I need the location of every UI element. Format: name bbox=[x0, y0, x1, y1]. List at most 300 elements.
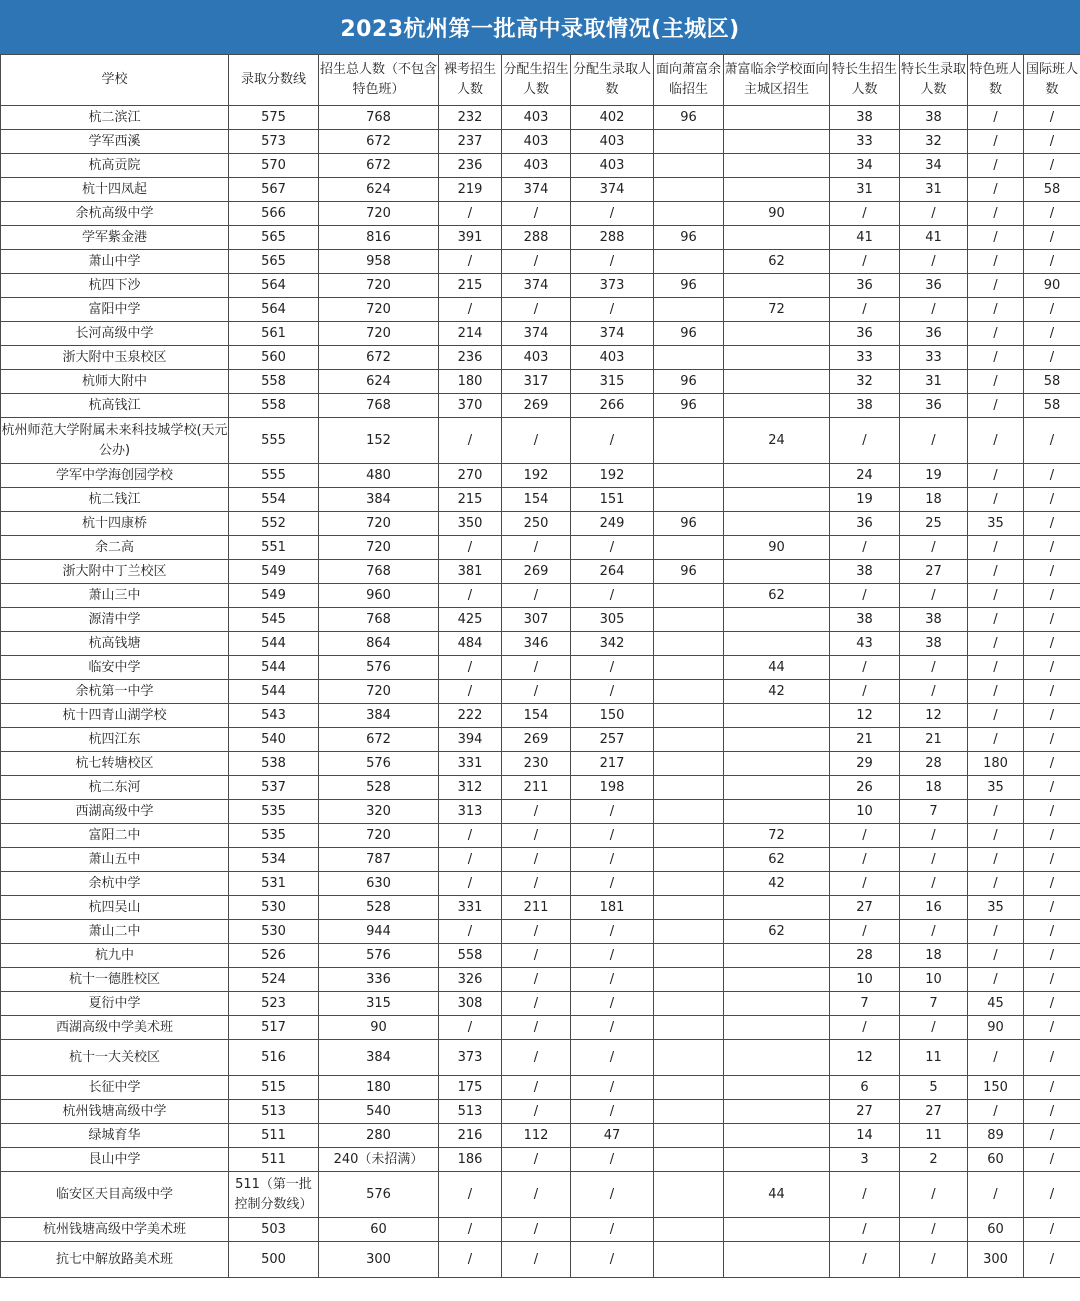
cell-quota-plan: 346 bbox=[502, 632, 571, 656]
cell-from-xiaofu: 44 bbox=[724, 656, 830, 680]
cell-special-class: / bbox=[968, 346, 1024, 370]
cell-school: 杭十一德胜校区 bbox=[1, 968, 229, 992]
cell-quota-plan: / bbox=[502, 1100, 571, 1124]
cell-talent-admitted: 2 bbox=[900, 1148, 968, 1172]
cell-talent-plan: / bbox=[830, 920, 900, 944]
cell-special-class: / bbox=[968, 848, 1024, 872]
cell-open-exam: 331 bbox=[439, 752, 502, 776]
cell-total: 864 bbox=[319, 632, 439, 656]
cell-quota-plan: 403 bbox=[502, 130, 571, 154]
cell-special-class: / bbox=[968, 250, 1024, 274]
cell-to-xiaofu bbox=[654, 298, 724, 322]
cell-from-xiaofu bbox=[724, 488, 830, 512]
cell-score: 565 bbox=[229, 226, 319, 250]
cell-total: 816 bbox=[319, 226, 439, 250]
cell-talent-admitted: / bbox=[900, 584, 968, 608]
cell-from-xiaofu: 72 bbox=[724, 824, 830, 848]
cell-school: 杭二东河 bbox=[1, 776, 229, 800]
cell-to-xiaofu: 96 bbox=[654, 322, 724, 346]
cell-quota-plan: 374 bbox=[502, 274, 571, 298]
cell-from-xiaofu bbox=[724, 728, 830, 752]
cell-talent-plan: 12 bbox=[830, 704, 900, 728]
cell-international: / bbox=[1024, 298, 1080, 322]
cell-international: / bbox=[1024, 1172, 1080, 1218]
cell-total: 720 bbox=[319, 512, 439, 536]
cell-school: 西湖高级中学 bbox=[1, 800, 229, 824]
cell-quota-plan: / bbox=[502, 872, 571, 896]
cell-international: / bbox=[1024, 1100, 1080, 1124]
admission-table bbox=[0, 54, 1080, 1278]
cell-total: 60 bbox=[319, 1218, 439, 1242]
header-open-exam: 裸考招生人数 bbox=[439, 55, 502, 106]
cell-special-class: 180 bbox=[968, 752, 1024, 776]
cell-school: 余杭中学 bbox=[1, 872, 229, 896]
cell-from-xiaofu bbox=[724, 464, 830, 488]
cell-open-exam: 350 bbox=[439, 512, 502, 536]
cell-open-exam: / bbox=[439, 418, 502, 464]
header-score: 录取分数线 bbox=[229, 55, 319, 106]
cell-quota-admitted: / bbox=[571, 920, 654, 944]
cell-talent-plan: / bbox=[830, 1242, 900, 1278]
table-row bbox=[1, 776, 1080, 800]
cell-talent-plan: / bbox=[830, 1218, 900, 1242]
cell-talent-admitted: 11 bbox=[900, 1040, 968, 1076]
cell-school: 浙大附中玉泉校区 bbox=[1, 346, 229, 370]
cell-to-xiaofu bbox=[654, 464, 724, 488]
cell-total: 384 bbox=[319, 704, 439, 728]
cell-talent-plan: / bbox=[830, 250, 900, 274]
cell-talent-plan: 26 bbox=[830, 776, 900, 800]
cell-quota-plan: 269 bbox=[502, 560, 571, 584]
cell-total: 320 bbox=[319, 800, 439, 824]
cell-school: 余杭第一中学 bbox=[1, 680, 229, 704]
cell-international: / bbox=[1024, 226, 1080, 250]
cell-to-xiaofu bbox=[654, 968, 724, 992]
cell-total: 180 bbox=[319, 1076, 439, 1100]
cell-open-exam: / bbox=[439, 202, 502, 226]
cell-open-exam: 215 bbox=[439, 488, 502, 512]
cell-talent-plan: 27 bbox=[830, 896, 900, 920]
cell-from-xiaofu bbox=[724, 322, 830, 346]
cell-international: / bbox=[1024, 346, 1080, 370]
cell-talent-plan: 21 bbox=[830, 728, 900, 752]
cell-score: 544 bbox=[229, 656, 319, 680]
table-row bbox=[1, 1076, 1080, 1100]
cell-talent-plan: 33 bbox=[830, 346, 900, 370]
cell-total: 672 bbox=[319, 154, 439, 178]
cell-international: / bbox=[1024, 728, 1080, 752]
cell-international: / bbox=[1024, 800, 1080, 824]
cell-special-class: / bbox=[968, 632, 1024, 656]
cell-international: / bbox=[1024, 944, 1080, 968]
cell-international: / bbox=[1024, 464, 1080, 488]
cell-special-class: 150 bbox=[968, 1076, 1024, 1100]
cell-from-xiaofu bbox=[724, 1100, 830, 1124]
cell-quota-plan: / bbox=[502, 1242, 571, 1278]
cell-talent-plan: / bbox=[830, 202, 900, 226]
cell-school: 临安中学 bbox=[1, 656, 229, 680]
table-row bbox=[1, 704, 1080, 728]
cell-total: 280 bbox=[319, 1124, 439, 1148]
cell-special-class: / bbox=[968, 584, 1024, 608]
cell-school: 杭高钱江 bbox=[1, 394, 229, 418]
cell-special-class: 45 bbox=[968, 992, 1024, 1016]
cell-quota-admitted: 403 bbox=[571, 154, 654, 178]
cell-talent-admitted: / bbox=[900, 1242, 968, 1278]
cell-from-xiaofu bbox=[724, 1242, 830, 1278]
cell-open-exam: / bbox=[439, 872, 502, 896]
cell-score: 558 bbox=[229, 394, 319, 418]
cell-quota-plan: / bbox=[502, 824, 571, 848]
cell-total: 720 bbox=[319, 536, 439, 560]
cell-international: / bbox=[1024, 1016, 1080, 1040]
cell-special-class: / bbox=[968, 824, 1024, 848]
table-row bbox=[1, 154, 1080, 178]
header-to-xiaofu: 面向萧富余临招生 bbox=[654, 55, 724, 106]
cell-to-xiaofu bbox=[654, 824, 724, 848]
cell-quota-plan: / bbox=[502, 536, 571, 560]
cell-quota-plan: 211 bbox=[502, 896, 571, 920]
cell-quota-admitted: / bbox=[571, 848, 654, 872]
cell-special-class: 90 bbox=[968, 1016, 1024, 1040]
cell-to-xiaofu bbox=[654, 752, 724, 776]
cell-score: 570 bbox=[229, 154, 319, 178]
cell-special-class: / bbox=[968, 968, 1024, 992]
cell-from-xiaofu bbox=[724, 776, 830, 800]
cell-score: 524 bbox=[229, 968, 319, 992]
cell-special-class: / bbox=[968, 370, 1024, 394]
cell-from-xiaofu: 62 bbox=[724, 250, 830, 274]
cell-talent-plan: 10 bbox=[830, 968, 900, 992]
cell-international: / bbox=[1024, 848, 1080, 872]
cell-open-exam: / bbox=[439, 1016, 502, 1040]
cell-total: 960 bbox=[319, 584, 439, 608]
cell-score: 565 bbox=[229, 250, 319, 274]
cell-open-exam: 175 bbox=[439, 1076, 502, 1100]
cell-to-xiaofu bbox=[654, 896, 724, 920]
cell-to-xiaofu bbox=[654, 1148, 724, 1172]
cell-quota-admitted: / bbox=[571, 1016, 654, 1040]
cell-talent-plan: 36 bbox=[830, 274, 900, 298]
cell-open-exam: / bbox=[439, 1242, 502, 1278]
cell-total: 540 bbox=[319, 1100, 439, 1124]
cell-international: / bbox=[1024, 488, 1080, 512]
table-row bbox=[1, 824, 1080, 848]
cell-quota-plan: / bbox=[502, 418, 571, 464]
cell-quota-admitted: 315 bbox=[571, 370, 654, 394]
table-row bbox=[1, 584, 1080, 608]
cell-open-exam: 215 bbox=[439, 274, 502, 298]
cell-from-xiaofu bbox=[724, 608, 830, 632]
cell-score: 538 bbox=[229, 752, 319, 776]
cell-quota-plan: / bbox=[502, 800, 571, 824]
cell-from-xiaofu bbox=[724, 512, 830, 536]
cell-school: 杭州师范大学附属未来科技城学校(天元公办) bbox=[1, 418, 229, 464]
cell-from-xiaofu bbox=[724, 992, 830, 1016]
cell-from-xiaofu: 62 bbox=[724, 584, 830, 608]
header-row bbox=[1, 55, 1080, 106]
cell-from-xiaofu: 44 bbox=[724, 1172, 830, 1218]
cell-from-xiaofu bbox=[724, 944, 830, 968]
cell-talent-admitted: 16 bbox=[900, 896, 968, 920]
cell-school: 长征中学 bbox=[1, 1076, 229, 1100]
cell-talent-admitted: / bbox=[900, 536, 968, 560]
cell-open-exam: / bbox=[439, 1172, 502, 1218]
table-row bbox=[1, 656, 1080, 680]
cell-from-xiaofu: 62 bbox=[724, 848, 830, 872]
cell-talent-admitted: 32 bbox=[900, 130, 968, 154]
cell-to-xiaofu: 96 bbox=[654, 370, 724, 394]
cell-international: 58 bbox=[1024, 394, 1080, 418]
cell-open-exam: 237 bbox=[439, 130, 502, 154]
cell-special-class: / bbox=[968, 728, 1024, 752]
cell-total: 720 bbox=[319, 824, 439, 848]
cell-from-xiaofu: 42 bbox=[724, 680, 830, 704]
cell-international: / bbox=[1024, 896, 1080, 920]
cell-talent-admitted: 19 bbox=[900, 464, 968, 488]
cell-international: / bbox=[1024, 154, 1080, 178]
cell-open-exam: 313 bbox=[439, 800, 502, 824]
cell-quota-admitted: / bbox=[571, 944, 654, 968]
cell-quota-admitted: 47 bbox=[571, 1124, 654, 1148]
cell-school: 源清中学 bbox=[1, 608, 229, 632]
cell-quota-plan: / bbox=[502, 298, 571, 322]
cell-quota-plan: / bbox=[502, 1148, 571, 1172]
cell-score: 515 bbox=[229, 1076, 319, 1100]
cell-school: 杭州钱塘高级中学美术班 bbox=[1, 1218, 229, 1242]
header-special-class: 特色班人数 bbox=[968, 55, 1024, 106]
cell-to-xiaofu bbox=[654, 920, 724, 944]
table-row bbox=[1, 1148, 1080, 1172]
cell-quota-plan: / bbox=[502, 1218, 571, 1242]
cell-international: 58 bbox=[1024, 178, 1080, 202]
cell-international: / bbox=[1024, 584, 1080, 608]
cell-to-xiaofu bbox=[654, 800, 724, 824]
cell-school: 临安区天目高级中学 bbox=[1, 1172, 229, 1218]
cell-to-xiaofu bbox=[654, 346, 724, 370]
cell-open-exam: 331 bbox=[439, 896, 502, 920]
cell-open-exam: 373 bbox=[439, 1040, 502, 1076]
cell-quota-admitted: / bbox=[571, 1148, 654, 1172]
cell-from-xiaofu: 90 bbox=[724, 202, 830, 226]
cell-talent-plan: / bbox=[830, 298, 900, 322]
cell-to-xiaofu bbox=[654, 992, 724, 1016]
cell-talent-admitted: 36 bbox=[900, 322, 968, 346]
cell-talent-plan: 14 bbox=[830, 1124, 900, 1148]
cell-to-xiaofu: 96 bbox=[654, 560, 724, 584]
table-row bbox=[1, 1100, 1080, 1124]
cell-total: 90 bbox=[319, 1016, 439, 1040]
cell-score: 503 bbox=[229, 1218, 319, 1242]
cell-international: / bbox=[1024, 968, 1080, 992]
cell-special-class: / bbox=[968, 1100, 1024, 1124]
cell-score: 564 bbox=[229, 298, 319, 322]
cell-from-xiaofu bbox=[724, 394, 830, 418]
cell-talent-admitted: 41 bbox=[900, 226, 968, 250]
table-row bbox=[1, 464, 1080, 488]
cell-special-class: 60 bbox=[968, 1218, 1024, 1242]
cell-to-xiaofu bbox=[654, 1100, 724, 1124]
cell-talent-admitted: / bbox=[900, 1218, 968, 1242]
cell-international: / bbox=[1024, 322, 1080, 346]
cell-score: 531 bbox=[229, 872, 319, 896]
cell-quota-admitted: 373 bbox=[571, 274, 654, 298]
cell-to-xiaofu bbox=[654, 680, 724, 704]
table-row bbox=[1, 106, 1080, 130]
cell-quota-admitted: / bbox=[571, 202, 654, 226]
cell-quota-plan: 317 bbox=[502, 370, 571, 394]
cell-score: 500 bbox=[229, 1242, 319, 1278]
cell-special-class: / bbox=[968, 680, 1024, 704]
cell-talent-admitted: 25 bbox=[900, 512, 968, 536]
cell-quota-admitted: 192 bbox=[571, 464, 654, 488]
cell-quota-admitted: 150 bbox=[571, 704, 654, 728]
header-school: 学校 bbox=[1, 55, 229, 106]
cell-talent-plan: 10 bbox=[830, 800, 900, 824]
cell-talent-plan: / bbox=[830, 848, 900, 872]
cell-from-xiaofu bbox=[724, 752, 830, 776]
cell-score: 535 bbox=[229, 800, 319, 824]
cell-quota-admitted: / bbox=[571, 250, 654, 274]
cell-from-xiaofu bbox=[724, 1218, 830, 1242]
cell-total: 672 bbox=[319, 346, 439, 370]
cell-score: 575 bbox=[229, 106, 319, 130]
cell-special-class: 35 bbox=[968, 896, 1024, 920]
cell-total: 240（未招满） bbox=[319, 1148, 439, 1172]
cell-talent-admitted: / bbox=[900, 298, 968, 322]
cell-international: / bbox=[1024, 776, 1080, 800]
cell-from-xiaofu bbox=[724, 1148, 830, 1172]
cell-from-xiaofu bbox=[724, 106, 830, 130]
cell-to-xiaofu bbox=[654, 632, 724, 656]
cell-quota-plan: 374 bbox=[502, 178, 571, 202]
cell-international: / bbox=[1024, 824, 1080, 848]
cell-quota-plan: 269 bbox=[502, 728, 571, 752]
cell-to-xiaofu bbox=[654, 1172, 724, 1218]
cell-score: 551 bbox=[229, 536, 319, 560]
cell-to-xiaofu bbox=[654, 872, 724, 896]
cell-quota-admitted: 403 bbox=[571, 130, 654, 154]
cell-talent-plan: / bbox=[830, 824, 900, 848]
cell-talent-admitted: 33 bbox=[900, 346, 968, 370]
cell-talent-admitted: 11 bbox=[900, 1124, 968, 1148]
cell-quota-admitted: 257 bbox=[571, 728, 654, 752]
table-row bbox=[1, 944, 1080, 968]
cell-quota-admitted: 288 bbox=[571, 226, 654, 250]
cell-international: / bbox=[1024, 418, 1080, 464]
cell-to-xiaofu bbox=[654, 1040, 724, 1076]
cell-talent-admitted: 18 bbox=[900, 944, 968, 968]
cell-to-xiaofu: 96 bbox=[654, 106, 724, 130]
cell-to-xiaofu bbox=[654, 154, 724, 178]
cell-talent-admitted: 31 bbox=[900, 178, 968, 202]
cell-talent-plan: / bbox=[830, 418, 900, 464]
cell-score: 573 bbox=[229, 130, 319, 154]
cell-special-class: / bbox=[968, 704, 1024, 728]
cell-to-xiaofu bbox=[654, 488, 724, 512]
cell-special-class: 300 bbox=[968, 1242, 1024, 1278]
cell-open-exam: 370 bbox=[439, 394, 502, 418]
cell-total: 720 bbox=[319, 202, 439, 226]
cell-international: / bbox=[1024, 1242, 1080, 1278]
cell-quota-plan: 154 bbox=[502, 704, 571, 728]
cell-open-exam: 232 bbox=[439, 106, 502, 130]
cell-quota-admitted: 249 bbox=[571, 512, 654, 536]
cell-talent-admitted: / bbox=[900, 680, 968, 704]
cell-to-xiaofu: 96 bbox=[654, 226, 724, 250]
cell-open-exam: 558 bbox=[439, 944, 502, 968]
cell-talent-admitted: 36 bbox=[900, 394, 968, 418]
header-talent-admitted: 特长生录取人数 bbox=[900, 55, 968, 106]
cell-talent-admitted: / bbox=[900, 872, 968, 896]
cell-to-xiaofu bbox=[654, 848, 724, 872]
cell-score: 535 bbox=[229, 824, 319, 848]
cell-from-xiaofu bbox=[724, 1040, 830, 1076]
cell-talent-plan: 38 bbox=[830, 560, 900, 584]
cell-special-class: / bbox=[968, 202, 1024, 226]
cell-total: 576 bbox=[319, 1172, 439, 1218]
cell-quota-admitted: 403 bbox=[571, 346, 654, 370]
cell-quota-admitted: / bbox=[571, 1218, 654, 1242]
cell-quota-admitted: 374 bbox=[571, 322, 654, 346]
cell-school: 杭十四康桥 bbox=[1, 512, 229, 536]
cell-total: 672 bbox=[319, 130, 439, 154]
cell-to-xiaofu: 96 bbox=[654, 394, 724, 418]
cell-open-exam: 513 bbox=[439, 1100, 502, 1124]
cell-talent-admitted: / bbox=[900, 202, 968, 226]
cell-school: 萧山中学 bbox=[1, 250, 229, 274]
cell-quota-admitted: / bbox=[571, 584, 654, 608]
cell-total: 576 bbox=[319, 752, 439, 776]
cell-talent-admitted: 7 bbox=[900, 992, 968, 1016]
cell-quota-plan: / bbox=[502, 680, 571, 704]
cell-talent-plan: 32 bbox=[830, 370, 900, 394]
cell-open-exam: 236 bbox=[439, 346, 502, 370]
cell-special-class: 89 bbox=[968, 1124, 1024, 1148]
cell-total: 720 bbox=[319, 322, 439, 346]
cell-talent-plan: 28 bbox=[830, 944, 900, 968]
cell-quota-admitted: / bbox=[571, 1040, 654, 1076]
cell-quota-plan: / bbox=[502, 656, 571, 680]
cell-score: 526 bbox=[229, 944, 319, 968]
cell-total: 720 bbox=[319, 298, 439, 322]
cell-quota-plan: 250 bbox=[502, 512, 571, 536]
cell-from-xiaofu bbox=[724, 1016, 830, 1040]
cell-quota-admitted: 305 bbox=[571, 608, 654, 632]
cell-to-xiaofu bbox=[654, 1242, 724, 1278]
cell-to-xiaofu bbox=[654, 250, 724, 274]
cell-from-xiaofu bbox=[724, 154, 830, 178]
cell-open-exam: 381 bbox=[439, 560, 502, 584]
cell-school: 绿城育华 bbox=[1, 1124, 229, 1148]
cell-score: 516 bbox=[229, 1040, 319, 1076]
cell-to-xiaofu bbox=[654, 536, 724, 560]
cell-total: 315 bbox=[319, 992, 439, 1016]
cell-school: 杭高贡院 bbox=[1, 154, 229, 178]
cell-school: 学军西溪 bbox=[1, 130, 229, 154]
cell-total: 672 bbox=[319, 728, 439, 752]
cell-international: / bbox=[1024, 106, 1080, 130]
cell-school: 杭四下沙 bbox=[1, 274, 229, 298]
cell-school: 杭二滨江 bbox=[1, 106, 229, 130]
cell-open-exam: / bbox=[439, 656, 502, 680]
cell-score: 567 bbox=[229, 178, 319, 202]
table-row bbox=[1, 488, 1080, 512]
cell-from-xiaofu bbox=[724, 632, 830, 656]
cell-talent-admitted: 27 bbox=[900, 1100, 968, 1124]
cell-total: 768 bbox=[319, 560, 439, 584]
cell-international: / bbox=[1024, 512, 1080, 536]
